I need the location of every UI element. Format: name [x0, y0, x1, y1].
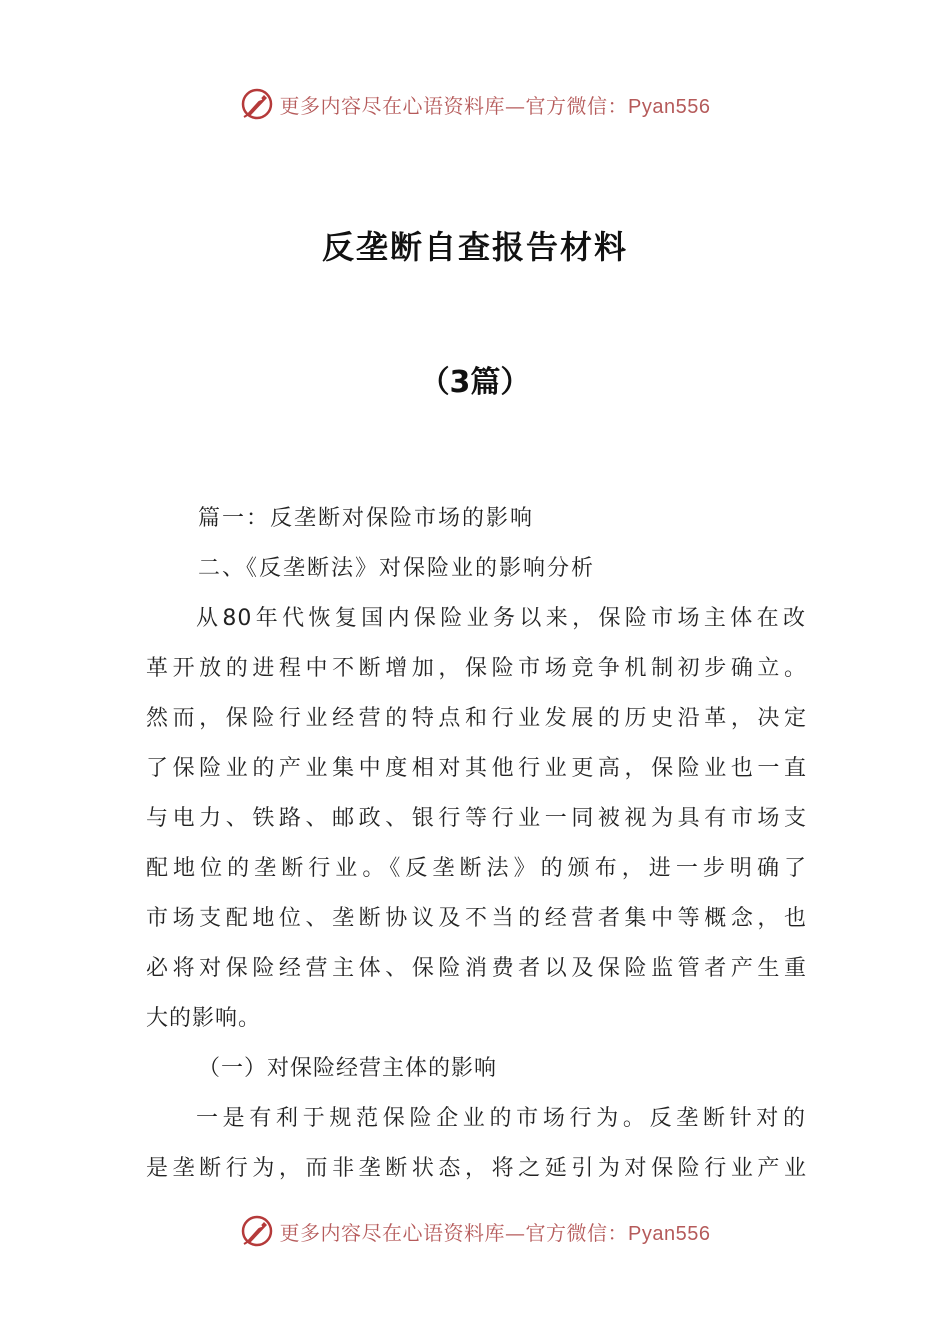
paragraph-line: 一是有利于规范保险企业的市场行为。反垄断针对的	[196, 1106, 806, 1131]
paragraph-line: 是垄断行为，而非垄断状态，将之延引为对保险行业产业	[146, 1156, 806, 1181]
paragraph-line: 配地位的垄断行业。《反垄断法》的颁布，进一步明确了	[146, 856, 806, 881]
section-heading: 篇一：反垄断对保险市场的影响	[198, 506, 535, 531]
quill-logo-icon	[240, 1214, 274, 1248]
paragraph-line: 然而，保险行业经营的特点和行业发展的历史沿革，决定	[146, 706, 806, 731]
document-title: 反垄断自查报告材料	[321, 228, 628, 266]
footer-watermark	[0, 1211, 950, 1251]
subsection-heading: （一）对保险经营主体的影响	[198, 1056, 498, 1081]
header-watermark	[0, 84, 950, 124]
paragraph-line: 了保险业的产业集中度相对其他行业更高，保险业也一直	[146, 756, 806, 781]
subsection-heading: 二、《反垄断法》对保险业的影响分析	[198, 556, 596, 581]
paragraph-line: 从80年代恢复国内保险业务以来，保险市场主体在改	[196, 606, 806, 631]
paragraph-line: 革开放的进程中不断增加，保险市场竞争机制初步确立。	[146, 656, 806, 681]
watermark-text: 更多内容尽在心语资料库—官方微信：Pyan556	[279, 1220, 711, 1245]
paragraph-line: 与电力、铁路、邮政、银行等行业一同被视为具有市场支	[146, 806, 806, 831]
document-subtitle: （3篇）	[419, 365, 531, 400]
paragraph-line: 大的影响。	[146, 1006, 262, 1031]
document-body	[146, 494, 806, 1194]
paragraph-line: 必将对保险经营主体、保险消费者以及保险监管者产生重	[146, 956, 806, 981]
quill-logo-icon	[240, 87, 274, 121]
watermark-text: 更多内容尽在心语资料库—官方微信：Pyan556	[279, 93, 711, 118]
paragraph-line: 市场支配地位、垄断协议及不当的经营者集中等概念，也	[146, 906, 806, 931]
